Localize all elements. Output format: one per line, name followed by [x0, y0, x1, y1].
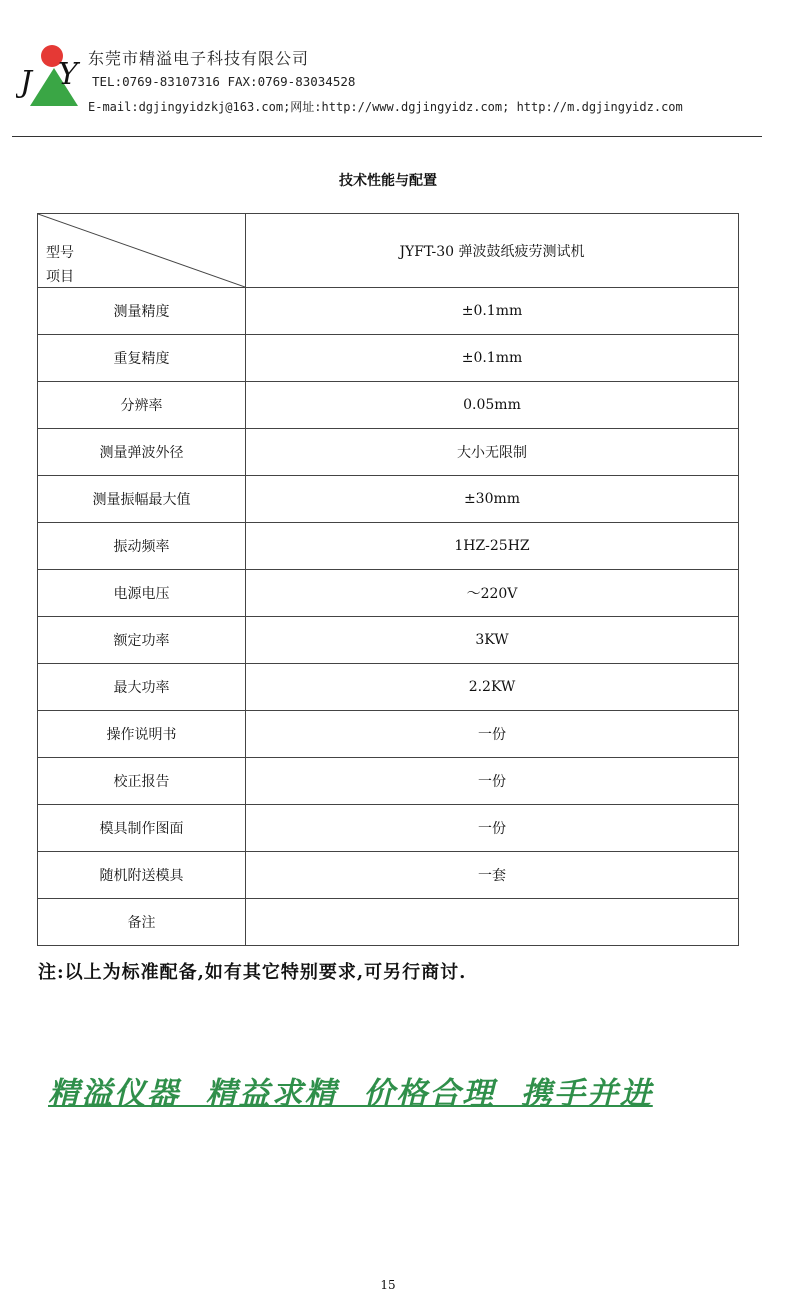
spec-table	[37, 213, 739, 946]
footnote: 注:以上为标准配备,如有其它特别要求,可另行商讨.	[38, 962, 467, 983]
row-item: 测量振幅最大值	[38, 476, 246, 523]
table-header-row	[38, 214, 739, 288]
row-value: 一份	[246, 805, 739, 852]
row-item: 电源电压	[38, 570, 246, 617]
svg-text:Y: Y	[58, 57, 78, 92]
row-item: 额定功率	[38, 617, 246, 664]
row-item: 测量精度	[38, 288, 246, 335]
table-row	[38, 476, 739, 523]
svg-text:J: J	[20, 65, 33, 100]
row-value: ±0.1mm	[246, 335, 739, 382]
row-item: 分辨率	[38, 382, 246, 429]
table-row	[38, 382, 739, 429]
slogan: 精溢仪器 精益求精 价格合理 携手并进	[48, 1076, 653, 1112]
table-row	[38, 758, 739, 805]
model-name: JYFT-30 弹波鼓纸疲劳测试机	[246, 214, 739, 288]
table-row	[38, 617, 739, 664]
tel-fax: TEL:0769-83107316 FAX:0769-83034528	[92, 74, 356, 89]
row-value	[246, 899, 739, 946]
table-row	[38, 852, 739, 899]
row-item: 校正报告	[38, 758, 246, 805]
table-row	[38, 429, 739, 476]
row-item: 最大功率	[38, 664, 246, 711]
row-value: 1HZ-25HZ	[246, 523, 739, 570]
row-item: 振动频率	[38, 523, 246, 570]
company-name: 东莞市精溢电子科技有限公司	[88, 49, 310, 68]
table-row	[38, 805, 739, 852]
document-title: 技术性能与配置	[339, 173, 437, 189]
header-model-label: 型号	[46, 245, 74, 261]
page-number: 15	[380, 1278, 396, 1292]
table-row	[38, 899, 739, 946]
row-item: 测量弹波外径	[38, 429, 246, 476]
row-value: 3KW	[246, 617, 739, 664]
table-row	[38, 523, 739, 570]
row-item: 随机附送模具	[38, 852, 246, 899]
table-row	[38, 288, 739, 335]
table-row	[38, 335, 739, 382]
table-row	[38, 570, 739, 617]
row-item: 模具制作图面	[38, 805, 246, 852]
row-item: 操作说明书	[38, 711, 246, 758]
row-value: ±30mm	[246, 476, 739, 523]
row-value: 一套	[246, 852, 739, 899]
table-row	[38, 664, 739, 711]
row-value: ±0.1mm	[246, 288, 739, 335]
row-item: 重复精度	[38, 335, 246, 382]
row-item: 备注	[38, 899, 246, 946]
row-value: 0.05mm	[246, 382, 739, 429]
jy-logo-icon	[16, 42, 86, 108]
row-value: 大小无限制	[246, 429, 739, 476]
table-row	[38, 711, 739, 758]
row-value: 一份	[246, 758, 739, 805]
header-item-label: 项目	[46, 269, 74, 285]
header-divider	[12, 136, 762, 137]
email-website: E-mail:dgjingyidzkj@163.com;网址:http://www.dgjingyidz.com; http://m.dgjingyidz.com	[88, 100, 683, 114]
diagonal-header-cell	[38, 214, 246, 288]
row-value: 2.2KW	[246, 664, 739, 711]
row-value: 一份	[246, 711, 739, 758]
row-value: ～220V	[246, 570, 739, 617]
